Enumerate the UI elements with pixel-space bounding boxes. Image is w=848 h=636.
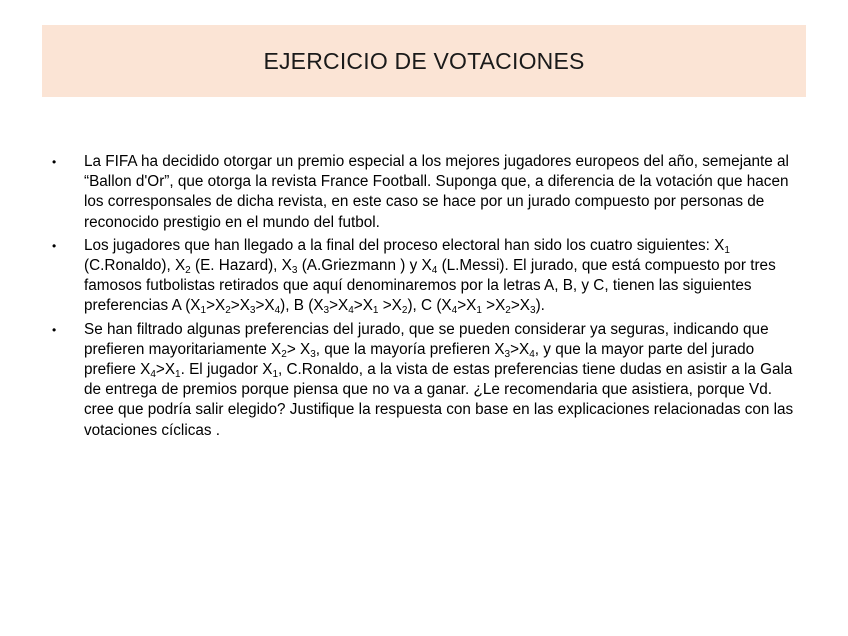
subscript-index: 3 (530, 305, 536, 317)
text-run: >X (230, 297, 250, 315)
bullet-text (84, 153, 789, 231)
bullet-text (84, 321, 793, 439)
text-run: (E. Hazard), X (190, 257, 292, 275)
subscript-index: 3 (323, 305, 330, 317)
bullet-list (52, 152, 800, 444)
text-run: >X (155, 361, 176, 379)
text-run: , y que la mayor parte del jurado prefiere X (84, 340, 755, 379)
text-run: Se han filtrado algunas preferencias del jurado, que se pueden considerar ya seguras, indicando que prefieren mayoritariamente X (84, 320, 769, 358)
text-run: La FIFA ha decidido otorgar un premio especial a los mejores jugadores europeos del año, semejante al “Ballon d'Or”, que otorga la revista France Football. Suponga que, a diferencia de la votación que hacen los corresponsales de dicha revista, en este caso se hace por un jurado compuesto por personas de reconocido prestigio en el mundo del futbol. (84, 153, 789, 231)
subscript-index: 3 (249, 305, 256, 317)
subscript-index: 3 (310, 348, 316, 360)
subscript-index: 2 (281, 348, 287, 360)
text-run: ). (535, 297, 545, 315)
subscript-index: 4 (274, 305, 281, 317)
subscript-index: 1 (272, 369, 278, 381)
subscript-index: 4 (431, 265, 438, 277)
text-run: >X (206, 297, 226, 315)
subscript-index: 2 (505, 305, 511, 317)
slide-title-banner (42, 25, 806, 97)
text-run: ), C (X (407, 297, 452, 315)
subscript-index: 4 (529, 348, 535, 360)
text-run: >X (510, 297, 530, 315)
subscript-index: 3 (291, 265, 298, 277)
text-run: >X (329, 297, 349, 315)
subscript-index: 3 (504, 348, 511, 360)
text-run: Los jugadores que han llegado a la final del proceso electoral han sido los cuatro siguientes: X (84, 236, 725, 254)
text-run: (A.Griezmann ) y X (297, 257, 432, 275)
bullet-item (52, 152, 800, 233)
text-run: >X (255, 297, 275, 315)
slide-title: EJERCICIO DE VOTACIONES (263, 47, 585, 74)
subscript-index: 1 (476, 305, 482, 317)
subscript-index: 2 (225, 305, 231, 317)
subscript-index: 4 (348, 305, 354, 317)
text-run: . El jugador X (180, 361, 273, 379)
subscript-index: 4 (150, 369, 156, 381)
text-run: (C.Ronaldo), X (84, 257, 186, 275)
subscript-index: 1 (200, 305, 207, 317)
bullet-text (84, 237, 776, 315)
text-run: ), B (X (280, 297, 324, 315)
subscript-index: 1 (372, 305, 379, 317)
text-run: , que la mayoría prefieren X (315, 340, 505, 358)
bullet-item (52, 236, 800, 317)
subscript-index: 1 (175, 369, 181, 381)
text-run: >X (378, 297, 402, 315)
text-run: >X (481, 297, 506, 315)
subscript-index: 2 (401, 305, 408, 317)
text-run: , C.Ronaldo, a la vista de estas preferencias tiene dudas en asistir a la Gala de entrega de premios porque piensa que no va a ganar. ¿Le recomendaria que asistiera, porque Vd. cree que podría salir elegido? Justifique la respuesta con base en las explicaciones relacionadas con las votaciones cíclicas . (84, 361, 794, 439)
text-run: >X (353, 297, 373, 315)
subscript-index: 4 (451, 305, 458, 317)
bullet-dot-icon: • (52, 155, 57, 169)
bullet-dot-icon: • (52, 322, 57, 337)
text-run: (L.Messi). El jurado, que está compuesto por tres famosos futbolistas retirados que aquí denominaremos por la letras A, B, y C, tienen las siguientes preferencias A (X (84, 257, 776, 315)
text-run: >X (510, 340, 530, 358)
subscript-index: 2 (185, 265, 191, 277)
bullet-item (52, 320, 800, 441)
subscript-index: 1 (724, 244, 730, 256)
text-run: > X (286, 340, 311, 358)
bullet-dot-icon: • (52, 238, 57, 253)
text-run: >X (457, 297, 477, 315)
